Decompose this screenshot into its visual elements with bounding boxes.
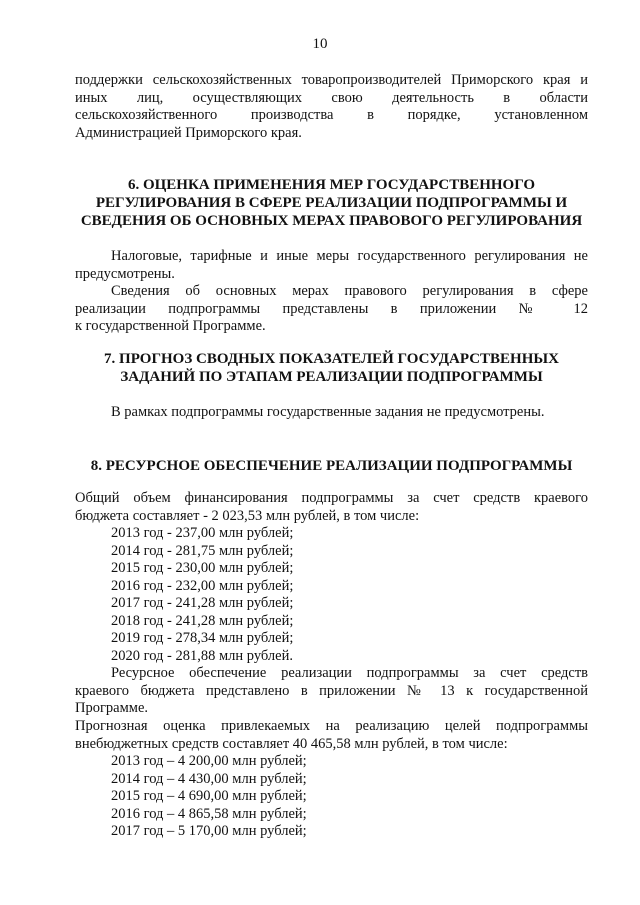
budget-years-list bbox=[75, 525, 588, 665]
text-line: Ресурсное обеспечение реализации подпрограммы за счет средств bbox=[111, 665, 588, 681]
list-item: 2020 год - 281,88 млн рублей. bbox=[111, 647, 293, 664]
section-7-paragraph bbox=[75, 404, 588, 422]
list-item: 2016 год – 4 865,58 млн рублей; bbox=[111, 805, 307, 822]
text-line: Общий объем финансирования подпрограммы за счет средств краевого bbox=[75, 490, 588, 506]
list-item: 2016 год - 232,00 млн рублей; bbox=[111, 577, 294, 594]
intro-paragraph bbox=[75, 72, 588, 142]
section-6-heading bbox=[75, 176, 588, 230]
section-7-heading bbox=[75, 350, 588, 386]
list-item: 2018 год - 241,28 млн рублей; bbox=[111, 612, 294, 629]
text-line: Прогнозная оценка привлекаемых на реализацию целей подпрограммы bbox=[75, 718, 588, 734]
list-item: 2015 год - 230,00 млн рублей; bbox=[111, 560, 294, 576]
text-line: предусмотрены. bbox=[75, 265, 175, 282]
text-line: иных лиц, осуществляющих свою деятельность в области bbox=[75, 89, 588, 106]
section-8-paragraph-2 bbox=[75, 665, 588, 718]
list-item: 2013 год – 4 200,00 млн рублей; bbox=[111, 753, 307, 769]
heading-line: ЗАДАНИЙ ПО ЭТАПАМ РЕАЛИЗАЦИИ ПОДПРОГРАММЫ bbox=[120, 369, 543, 385]
heading-line: 8. РЕСУРСНОЕ ОБЕСПЕЧЕНИЕ РЕАЛИЗАЦИИ ПОДПРОГРАММЫ bbox=[90, 458, 573, 474]
section-6-paragraph-1 bbox=[75, 248, 588, 283]
text-line: Сведения об основных мерах правового регулирования в сфере bbox=[111, 283, 588, 299]
heading-line: СВЕДЕНИЯ ОБ ОСНОВНЫХ МЕРАХ ПРАВОВОГО РЕГУЛИРОВАНИЯ bbox=[80, 213, 583, 229]
text-line: внебюджетных средств составляет 40 465,58 млн рублей, в том числе: bbox=[75, 735, 508, 752]
section-8-heading bbox=[75, 457, 588, 475]
text-line: к государственной Программе. bbox=[75, 318, 266, 334]
text-line: поддержки сельскохозяйственных товаропроизводителей Приморского края и bbox=[75, 72, 588, 88]
text-line: Программе. bbox=[75, 700, 149, 716]
text-line: Администрацией Приморского края. bbox=[75, 124, 302, 141]
heading-line: 6. ОЦЕНКА ПРИМЕНЕНИЯ МЕР ГОСУДАРСТВЕННОГО bbox=[127, 177, 536, 193]
list-item: 2014 год – 4 430,00 млн рублей; bbox=[111, 770, 307, 787]
heading-line: РЕГУЛИРОВАНИЯ В СФЕРЕ РЕАЛИЗАЦИИ ПОДПРОГРАММЫ И bbox=[95, 195, 568, 211]
text-line: В рамках подпрограммы государственные задания не предусмотрены. bbox=[111, 404, 545, 420]
list-item: 2015 год – 4 690,00 млн рублей; bbox=[111, 788, 307, 804]
list-item: 2014 год - 281,75 млн рублей; bbox=[111, 542, 294, 559]
text-line: бюджета составляет - 2 023,53 млн рублей, в том числе: bbox=[75, 507, 420, 524]
list-item: 2013 год - 237,00 млн рублей; bbox=[111, 525, 294, 541]
section-8-paragraph-3 bbox=[75, 718, 588, 753]
page-number: 10 bbox=[312, 36, 328, 52]
text-line: реализации подпрограммы представлены в приложении № 12 bbox=[75, 300, 588, 317]
list-item: 2017 год - 241,28 млн рублей; bbox=[111, 595, 294, 611]
text-line: Налоговые, тарифные и иные меры государственного регулирования не bbox=[111, 248, 588, 264]
section-6-paragraph-2 bbox=[75, 283, 588, 336]
extra-budget-years-list bbox=[75, 753, 588, 841]
heading-line: 7. ПРОГНОЗ СВОДНЫХ ПОКАЗАТЕЛЕЙ ГОСУДАРСТВЕННЫХ bbox=[104, 351, 559, 367]
list-item: 2017 год – 5 170,00 млн рублей; bbox=[111, 823, 307, 839]
section-8-paragraph-1 bbox=[75, 490, 588, 525]
text-line: краевого бюджета представлено в приложении № 13 к государственной bbox=[75, 682, 588, 699]
list-item: 2019 год - 278,34 млн рублей; bbox=[111, 630, 294, 646]
text-line: сельскохозяйственного производства в порядке, установленном bbox=[75, 107, 588, 123]
